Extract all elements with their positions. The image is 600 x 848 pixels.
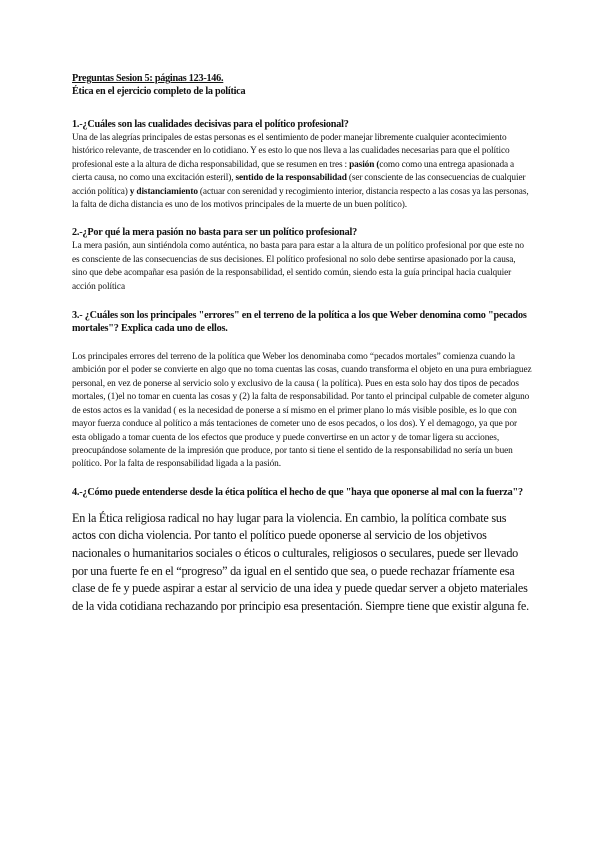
answer-1 xyxy=(72,132,532,212)
document-page xyxy=(72,72,532,615)
answer-2: La mera pasión, aun sintiéndola como auténtica, no basta para para estar a la altura de un político profesional por que este no es consciente de las consecuencias de sus decisiones. El político profesional no solo debe sentirse apasionado por la causa, sino que debe acompañar esa pasión de la responsabilidad, el sentido común, siendo esta la guía principal hacia cualquier acción política xyxy=(72,241,524,292)
document-title: Preguntas Sesion 5: páginas 123-146. xyxy=(72,73,224,84)
answer-1-intro: Una de las alegrías principales de estas personas es el sentimiento de poder manejar libremente cualquier acontecimiento histórico relevante, de trascender en lo cotidiano. Y es esto lo que nos lleva a las cualidades necesarias para que el político profesional este a la altura de dicha responsabilidad, que se resumen en tres : xyxy=(72,133,510,170)
answer-1-text1: como como una entrega apasionada a cierta causa, no como una excitación esteril), xyxy=(72,159,515,184)
document-subtitle: Ética en el ejercicio completo de la política xyxy=(72,86,246,97)
term-distanciamiento: y distanciamiento xyxy=(129,186,198,197)
term-responsabilidad: sentido de la responsabilidad xyxy=(235,173,347,184)
answer-3: Los principales errores del terreno de la política que Weber los denominaba como “pecados mortales” comienza cuando la ambición por el poder se convierte en algo que no toma cuentas las cosas, cuando transforma el objeto en una pura embriaguez personal, en vez de ponerse al servicio solo y exclusivo de la causa ( la política). Pues en esta solo hay dos tipos de pecados mortales, (1)el no tomar en cuenta las cosas y (2) la falta de responsabilidad. Por tanto el principal culpable de cometer alguno de estos actos es la vanidad ( es la necesidad de ponerse a sí mismo en el primer plano lo más visible posible, es lo que con mayor fuerza conduce al político a más tentaciones de cometer uno de esos pecados, o los dos). Y el demagogo, ya que por esta obligado a tomar cuenta de los efectos que produce y puede convertirse en un actor y de tomar ligera su acciones, preocupándose solamente de la impresión que produce, por tanto si tiene el sentido de la responsabilidad no sería un buen político. Por la falta de responsabilidad ligada a la pasión. xyxy=(72,352,532,470)
question-4: 4.-¿Cómo puede entenderse desde la ética política el hecho de que "haya que oponerse al mal con la fuerza"? xyxy=(72,486,523,498)
answer-1-text2: (ser consciente de las consecuencias de cualquier acción política) xyxy=(72,173,526,197)
question-3: 3.- ¿Cuáles son los principales "errores" en el terreno de la política a los que Weber denomina como "pecados mortales"? Explica cada uno de ellos. xyxy=(72,310,527,335)
term-pasion: pasión ( xyxy=(349,159,380,170)
answer-1-text3: (actuar con serenidad y recogimiento interior, distancia respecto a las cosas ya las personas, la falta de dicha distancia es uno de los motivos principales de la muerte de un buen político). xyxy=(72,186,529,211)
answer-4: En la Ética religiosa radical no hay lugar para la violencia. En cambio, la política combate sus actos con dicha violencia. Por tanto el político puede oponerse al servicio de los objetivos nacionales o humanitarios sociales o éticos o culturales, religiosos o seculares, puede ser llevado por una fuerte fe en el “progreso” da igual en el sentido que sea, o puede rechazar fríamente esa clase de fe y puede aspirar a estar al servicio de una idea y puede quedar server a objeto materiales de la vida cotidiana rechazando por principio esa presentación. Siempre tiene que existir alguna fe. xyxy=(72,510,529,613)
question-2: 2.-¿Por qué la mera pasión no basta para ser un político profesional? xyxy=(72,227,358,239)
question-1: 1.-¿Cuáles son las cualidades decisivas para el político profesional? xyxy=(72,119,349,130)
